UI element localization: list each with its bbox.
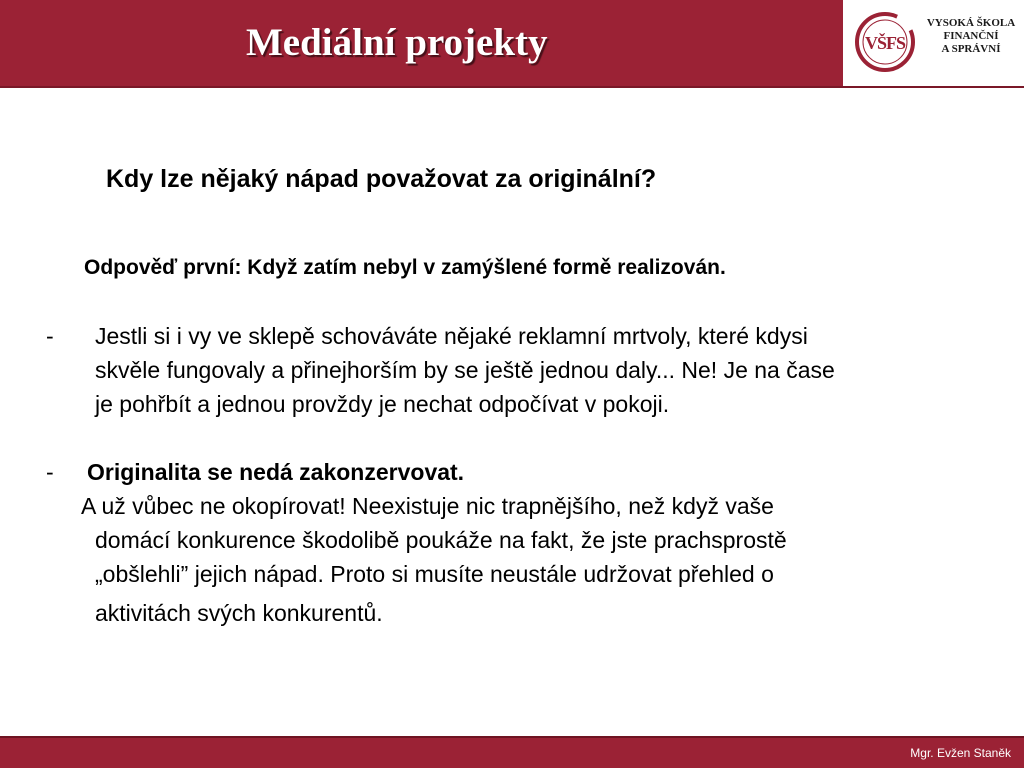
school-name-line-1: VYSOKÁ ŠKOLA (926, 17, 1016, 29)
bullet-2-line-4: aktivitách svých konkurentů. (95, 600, 383, 626)
slide-title: Mediální projekty (246, 21, 548, 64)
header-divider (0, 86, 1024, 88)
bullet-marker-1: - (46, 323, 54, 349)
bullet-1-line-1: Jestli si i vy ve sklepě schováváte nějaké reklamní mrtvoly, které kdysi (95, 323, 808, 349)
bullet-1-line-2: skvěle fungovaly a přinejhorším by se ještě jednou daly... Ne! Je na čase (95, 357, 835, 383)
bullet-2-heading: Originalita se nedá zakonzervovat. (87, 459, 465, 485)
bullet-2-line-2: domácí konkurence škodolibě poukáže na fakt, že jste prachsprostě (95, 527, 787, 553)
answer-heading: Odpověď první: Když zatím nebyl v zamýšlené formě realizován. (84, 256, 726, 279)
bullet-2-line-1: A už vůbec ne okopírovat! Neexistuje nic trapnějšího, než když vaše (81, 493, 774, 519)
bullet-marker-2: - (46, 459, 54, 485)
question-heading: Kdy lze nějaký nápad považovat za originální? (106, 165, 657, 193)
school-name-line-3: A SPRÁVNÍ (941, 43, 1001, 55)
vsfs-emblem-icon (851, 8, 919, 76)
school-logo (843, 0, 1024, 86)
school-name (921, 17, 1021, 56)
logo-initials: VŠFS (864, 33, 906, 53)
footer-bar (0, 738, 1024, 768)
bullet-2-line-3: „obšlehli” jejich nápad. Proto si musíte neustále udržovat přehled o (95, 561, 774, 587)
author-name: Mgr. Evžen Staněk (910, 746, 1011, 760)
bullet-1-line-3: je pohřbít a jednou provždy je nechat odpočívat v pokoji. (95, 391, 670, 417)
school-name-line-2: FINANČNÍ (943, 30, 999, 42)
